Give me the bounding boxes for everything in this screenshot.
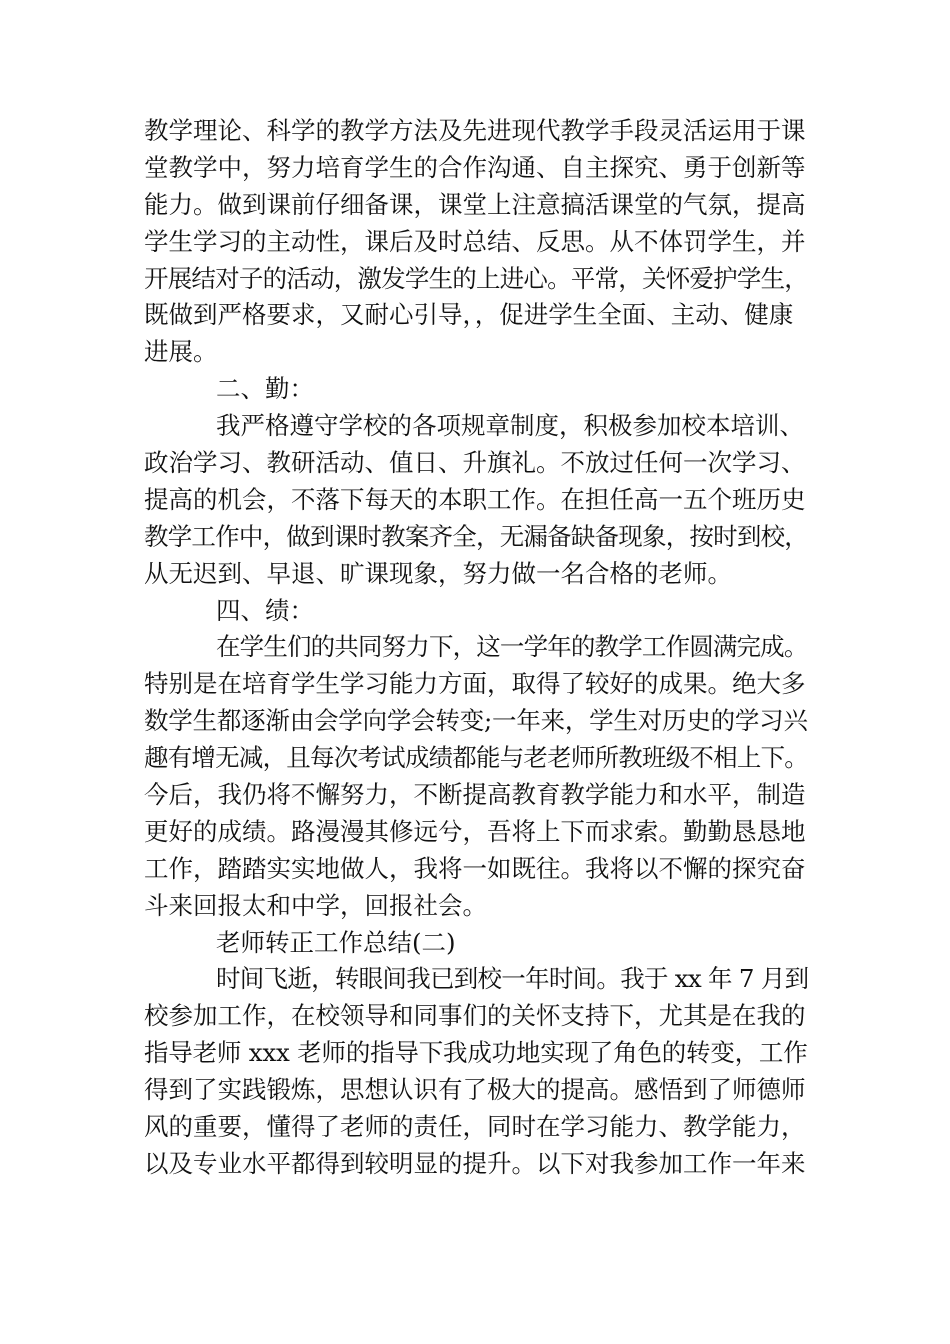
text-line: 工作，踏踏实实地做人，我将一如既往。我将以不懈的探究奋 bbox=[144, 853, 806, 883]
text-line: 更好的成绩。路漫漫其修远兮，吾将上下而求索。勤勤恳恳地 bbox=[144, 816, 806, 846]
text-line: 学生学习的主动性，课后及时总结、反思。从不体罚学生，并 bbox=[144, 226, 806, 256]
text-line: 风的重要，懂得了老师的责任，同时在学习能力、教学能力， bbox=[144, 1112, 806, 1142]
text-line: 老师转正工作总结(二) bbox=[216, 927, 456, 957]
text-line: 以及专业水平都得到较明显的提升。以下对我参加工作一年来 bbox=[144, 1148, 806, 1178]
text-line: 政治学习、教研活动、值日、升旗礼。不放过任何一次学习、 bbox=[144, 448, 806, 478]
text-line: 提高的机会，不落下每天的本职工作。在担任高一五个班历史 bbox=[144, 484, 806, 514]
text-line: 从无迟到、早退、旷课现象，努力做一名合格的老师。 bbox=[144, 558, 732, 588]
text-line: 特别是在培育学生学习能力方面，取得了较好的成果。绝大多 bbox=[144, 669, 806, 699]
text-line: 教学理论、科学的教学方法及先进现代教学手段灵活运用于课 bbox=[144, 116, 806, 145]
text-line: 数学生都逐渐由会学向学会转变;一年来，学生对历史的学习兴 bbox=[144, 706, 808, 736]
text-line: 趣有增无减，且每次考试成绩都能与老老师所教班级不相上下。 bbox=[144, 743, 808, 773]
text-line: 四、绩： bbox=[216, 595, 314, 625]
text-line: 在学生们的共同努力下，这一学年的教学工作圆满完成。 bbox=[216, 632, 808, 662]
text-line: 开展结对子的活动，激发学生的上进心。平常，关怀爱护学生， bbox=[144, 263, 808, 293]
text-line: 既做到严格要求，又耐心引导，，促进学生全面、主动、健康 bbox=[144, 300, 794, 330]
text-line: 斗来回报太和中学，回报社会。 bbox=[144, 890, 487, 920]
text-line: 时间飞逝，转眼间我已到校一年时间。我于 xx 年 7 月到 bbox=[216, 964, 809, 994]
text-line: 我严格遵守学校的各项规章制度，积极参加校本培训、 bbox=[216, 411, 804, 441]
document-body bbox=[144, 113, 808, 1183]
text-line: 校参加工作，在校领导和同事们的关怀支持下，尤其是在我的 bbox=[144, 1001, 806, 1031]
text-line: 得到了实践锻炼，思想认识有了极大的提高。感悟到了师德师 bbox=[144, 1075, 806, 1105]
text-line: 二、勤： bbox=[216, 374, 314, 404]
text-line: 进展。 bbox=[144, 337, 218, 367]
text-line: 教学工作中，做到课时教案齐全，无漏备缺备现象，按时到校， bbox=[144, 521, 808, 551]
text-line: 指导老师 xxx 老师的指导下我成功地实现了角色的转变，工作 bbox=[144, 1038, 808, 1068]
text-line: 今后，我仍将不懈努力，不断提高教育教学能力和水平，制造 bbox=[144, 780, 806, 810]
text-line: 堂教学中，努力培育学生的合作沟通、自主探究、勇于创新等 bbox=[144, 152, 806, 182]
text-line: 能力。做到课前仔细备课，课堂上注意搞活课堂的气氛，提高 bbox=[144, 189, 806, 219]
